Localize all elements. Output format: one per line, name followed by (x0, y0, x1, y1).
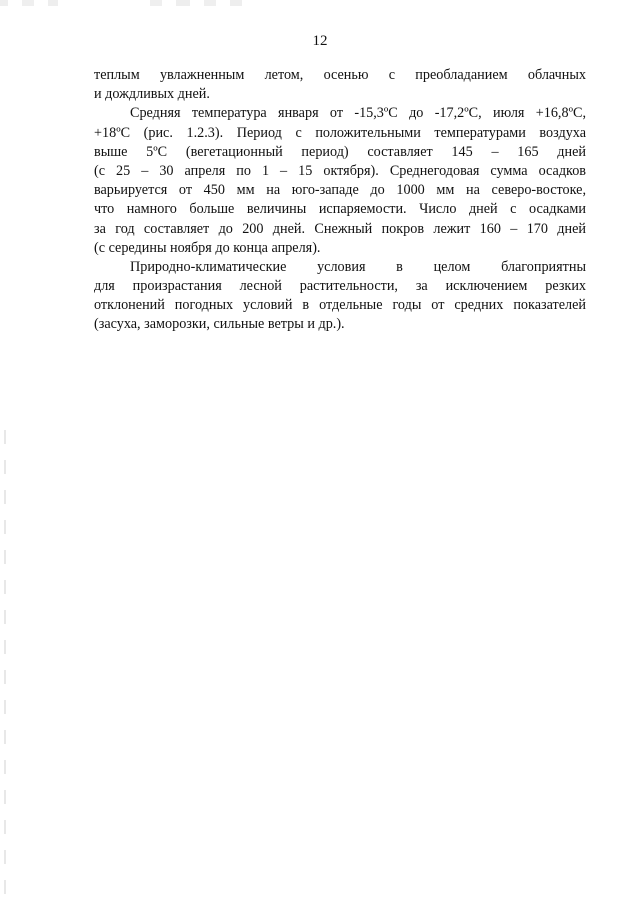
paragraph-2-line-7: за год составляет до 200 дней. Снежный покров лежит 160 – 170 дней (94, 220, 586, 237)
paragraph-2-line-6: что намного больше величины испаряемости. Число дней с осадками (94, 201, 586, 218)
paragraph-1-line-1: теплым увлажненным летом, осенью с преобладанием облачных (94, 67, 586, 83)
page-number: 12 (312, 33, 328, 49)
paragraph-3-line-2: для произрастания лесной растительности, за исключением резких (94, 278, 586, 295)
scan-artifact-left (4, 430, 6, 900)
paragraph-2-line-2: +18ºС (рис. 1.2.3). Период с положительными температурами воздуха (94, 124, 586, 141)
paragraph-2-line-5: варьируется от 450 мм на юго-западе до 1000 мм на северо-востоке, (94, 182, 586, 199)
scan-artifact-top (0, 0, 640, 6)
paragraph-3-line-4: (засуха, заморозки, сильные ветры и др.). (94, 316, 345, 333)
paragraph-2-line-4: (с 25 – 30 апреля по 1 – 15 октября). Среднегодовая сумма осадков (94, 162, 586, 179)
paragraph-3-line-1: Природно-климатические условия в целом благоприятны (130, 258, 586, 275)
paragraph-1-line-2: и дождливых дней. (94, 86, 210, 103)
paragraph-2-line-3: выше 5ºС (вегетационный период) составляет 145 – 165 дней (94, 143, 586, 160)
paragraph-3-line-3: отклонений погодных условий в отдельные годы от средних показателей (94, 297, 586, 314)
paragraph-2-line-1: Средняя температура января от -15,3ºС до -17,2ºС, июля +16,8ºС, (130, 105, 586, 122)
body-text (94, 66, 586, 335)
paragraph-2-line-8: (с середины ноября до конца апреля). (94, 239, 321, 256)
